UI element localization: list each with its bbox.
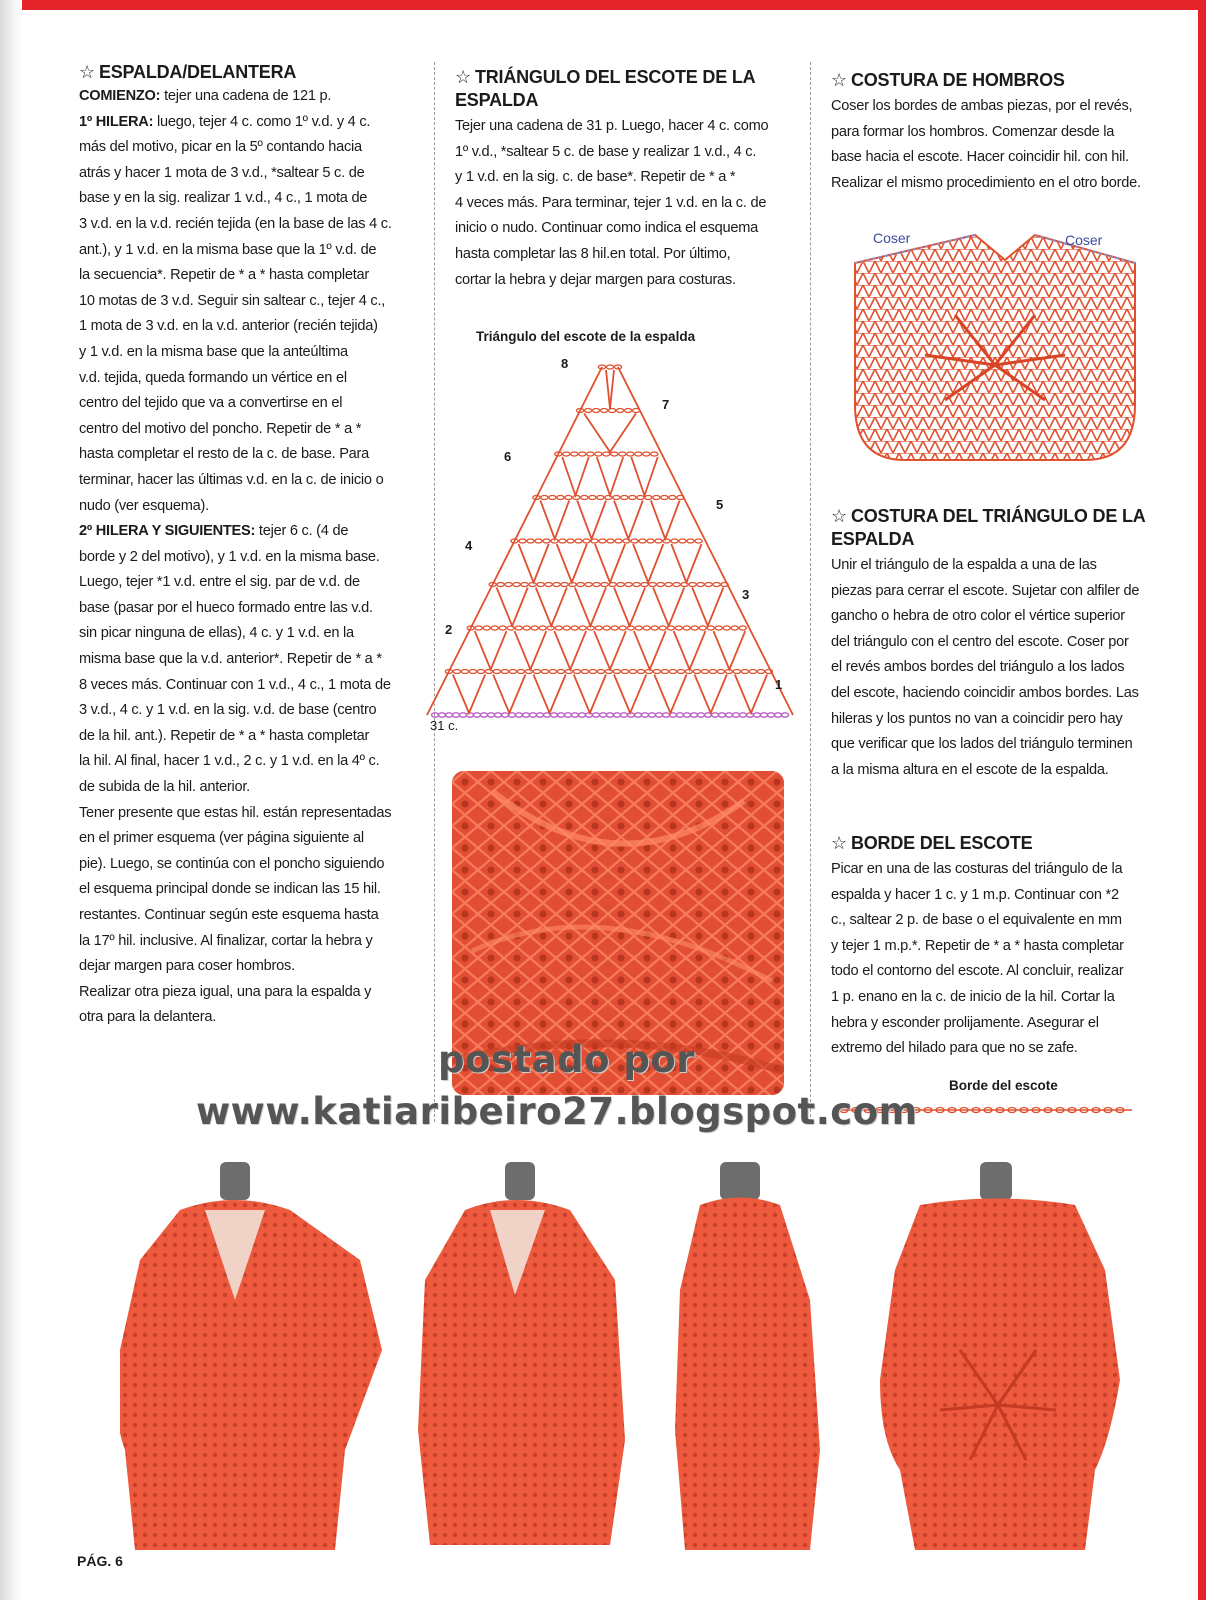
costura-hombros-body (831, 94, 1171, 196)
row-label-6: 6 (504, 449, 512, 464)
step-label: COMIENZO: (79, 88, 161, 104)
poncho-photos (120, 1150, 1160, 1570)
row-label-1: 1 (775, 677, 783, 692)
star-icon: ☆ (455, 67, 471, 87)
step-text: tejer una cadena de 121 p. (160, 88, 332, 104)
section-title-costura-triangulo-line2: ESPALDA (831, 529, 915, 549)
body-line (79, 724, 424, 750)
page-number: PÁG. 6 (77, 1553, 123, 1569)
body-line (79, 673, 424, 699)
step-text: pie). Luego, se continúa con el poncho siguiendo (79, 855, 385, 872)
step-text: 8 veces más. Continuar con 1 v.d., 4 c., 1 mota de (79, 676, 391, 693)
step-label: 2º HILERA Y SIGUIENTES: (79, 523, 256, 540)
step-text: nudo (ver esquema). (79, 497, 209, 514)
body-line: para formar los hombros. Comenzar desde la (831, 123, 1115, 140)
body-line: 4 veces más. Para terminar, tejer 1 v.d. en la c. de (455, 194, 767, 211)
body-line: cortar la hebra y dejar margen para costuras. (455, 271, 736, 288)
step-text: luego, tejer 4 c. como 1º v.d. y 4 c. (153, 113, 371, 130)
borde-escote-section (831, 832, 1171, 1062)
step-text: hasta completar el resto de la c. de base. Para (79, 446, 370, 463)
row-label-7: 7 (662, 397, 670, 412)
shoulder-seam-diagram (845, 225, 1145, 470)
step-text: el esquema principal donde se indican las 15 hil. (79, 881, 381, 898)
body-line (79, 417, 424, 443)
body-line (79, 519, 424, 545)
star-icon: ☆ (831, 833, 847, 853)
section-title-borde-escote: ☆ BORDE DEL ESCOTE (831, 833, 1033, 853)
section-title-costura-hombros: ☆ COSTURA DE HOMBROS (831, 70, 1065, 90)
body-line: Tejer una cadena de 31 p. Luego, hacer 4 c. como (455, 118, 769, 134)
body-line: piezas para cerrar el escote. Sujetar con alfiler de (831, 582, 1140, 599)
body-line: inicio o nudo. Continuar como indica el esquema (455, 220, 759, 237)
section-title-triangulo-line2: ESPALDA (455, 90, 539, 110)
body-line (79, 161, 424, 187)
body-line (79, 1005, 424, 1031)
step-text: terminar, hacer las últimas v.d. en la c. de inicio o (79, 471, 384, 488)
body-line (79, 340, 424, 366)
poncho-three-quarter-photo (418, 1162, 625, 1545)
body-line (79, 494, 424, 520)
step-text: 10 motas de 3 v.d. Seguir sin saltear c., tejer 4 c., (79, 292, 386, 309)
body-line: base hacia el escote. Hacer coincidir hil. con hil. (831, 149, 1129, 166)
body-line (79, 468, 424, 494)
body-line: el revés ambos bordes del triángulo a los lados (831, 659, 1125, 676)
step-text: base (pasar por el hueco formado entre las v.d. (79, 599, 373, 616)
body-line (79, 698, 424, 724)
step-text: más del motivo, picar en la 5º contando hacia (79, 139, 362, 156)
body-line (79, 929, 424, 955)
row-label-5: 5 (716, 497, 724, 512)
section-title-triangulo: ☆ TRIÁNGULO DEL ESCOTE DE LA (455, 67, 756, 87)
body-line (79, 801, 424, 827)
step-text: de subida de la hil. anterior. (79, 779, 250, 796)
step-text: centro del motivo del poncho. Repetir de * a * (79, 420, 362, 437)
poncho-back-photo (880, 1162, 1120, 1550)
section-title-costura-triangulo: ☆ COSTURA DEL TRIÁNGULO DE LA (831, 506, 1146, 526)
row-label-3: 3 (742, 587, 750, 602)
body-line: del escote, haciendo coincidir ambos bordes. Las (831, 684, 1139, 701)
body-line: espalda y hacer 1 c. y 1 m.p. Continuar con *2 (831, 886, 1119, 903)
body-line: hebra y esconder prolijamente. Asegurar el (831, 1014, 1099, 1031)
body-line: Picar en una de las costuras del triángulo de la (831, 861, 1123, 877)
body-line (79, 826, 424, 852)
step-text: la 17º hil. inclusive. Al finalizar, cortar la hebra y (79, 932, 373, 949)
body-line (79, 647, 424, 673)
body-line (79, 135, 424, 161)
body-line (79, 110, 424, 136)
body-line: Unir el triángulo de la espalda a una de las (831, 557, 1097, 573)
body-line (79, 84, 424, 110)
body-line: y 1 v.d. en la sig. c. de base*. Repetir de * a * (455, 169, 736, 186)
body-line (79, 391, 424, 417)
body-line (79, 186, 424, 212)
star-icon: ☆ (79, 62, 95, 82)
column-divider-2 (810, 62, 811, 1122)
star-icon: ☆ (831, 70, 847, 90)
body-line: Coser los bordes de ambas piezas, por el revés, (831, 98, 1133, 114)
body-line (79, 238, 424, 264)
body-line (79, 852, 424, 878)
step-text: la secuencia*. Repetir de * a * hasta completar (79, 267, 370, 284)
step-text: la hil. Al final, hacer 1 v.d., 2 c. y 1 v.d. en la 4º c. (79, 753, 380, 770)
step-text: atrás y hacer 1 mota de 3 v.d., *saltear 5 c. de (79, 164, 365, 181)
body-line (79, 263, 424, 289)
row-label-2: 2 (445, 622, 453, 637)
step-text: 1 mota de 3 v.d. en la v.d. anterior (recién tejida) (79, 318, 378, 335)
body-line (79, 980, 424, 1006)
espalda-delantera-section (79, 61, 424, 1031)
espalda-delantera-body (79, 84, 424, 1031)
body-line (79, 775, 424, 801)
body-line (79, 366, 424, 392)
edge-diagram-caption: Borde del escote (949, 1078, 1058, 1093)
row-label-8: 8 (561, 356, 569, 371)
poncho-front-photo (120, 1162, 382, 1550)
costura-hombros-section (831, 69, 1171, 196)
step-text: en el primer esquema (ver página siguiente al (79, 830, 364, 847)
body-line: hasta completar las 8 hil.en total. Por último, (455, 245, 731, 262)
step-text: v.d. tejida, queda formando un vértice en el (79, 369, 347, 386)
body-line (79, 954, 424, 980)
borde-escote-body (831, 857, 1171, 1062)
costura-triangulo-section (831, 505, 1171, 783)
triangulo-body (455, 114, 800, 293)
step-text: base y en la sig. realizar 1 v.d., 4 c., 1 mota de (79, 190, 368, 207)
triangulo-escote-section (455, 66, 800, 293)
body-line: y tejer 1 m.p.*. Repetir de * a * hasta completar (831, 937, 1124, 954)
watermark-blog-url: www.katiaribeiro27.blogspot.com (196, 1090, 918, 1133)
costura-triangulo-body (831, 553, 1171, 783)
body-line (79, 596, 424, 622)
body-line (79, 212, 424, 238)
step-text: de la hil. ant.). Repetir de * a * hasta completar (79, 727, 370, 744)
body-line: gancho o hebra de otro color el vértice superior (831, 608, 1125, 625)
top-red-bar (0, 0, 1206, 10)
poncho-side-photo (675, 1162, 820, 1550)
step-text: Tener presente que estas hil. están representadas (79, 804, 392, 821)
step-text: tejer 6 c. (4 de (255, 523, 349, 540)
body-line (79, 877, 424, 903)
right-red-edge (1198, 10, 1206, 1600)
body-line: hileras y los puntos no van a coincidir pero hay (831, 710, 1123, 727)
triangle-diagram-caption: Triángulo del escote de la espalda (476, 329, 696, 344)
star-icon: ☆ (831, 506, 847, 526)
body-line (79, 314, 424, 340)
coser-label-left: Coser (873, 230, 911, 246)
body-line (79, 903, 424, 929)
step-text: sin picar ninguna de ellas), 4 c. y 1 v.d. en la (79, 625, 354, 642)
step-text: misma base que la v.d. anterior*. Repetir de * a * (79, 651, 382, 668)
step-text: borde y 2 del motivo), y 1 v.d. en la misma base. (79, 548, 380, 565)
section-title-espalda-delantera: ☆ ESPALDA/DELANTERA (79, 62, 297, 82)
body-line (79, 545, 424, 571)
body-line (79, 621, 424, 647)
body-line: que verificar que los lados del triángulo terminen (831, 736, 1133, 753)
step-label: 1º HILERA: (79, 113, 154, 130)
step-text: centro del tejido que va a convertirse en el (79, 395, 343, 412)
body-line: del triángulo con el centro del escote. Coser por (831, 633, 1129, 650)
triangle-stitch-diagram (420, 345, 800, 745)
step-text: dejar margen para coser hombros. (79, 958, 295, 975)
row-label-4: 4 (465, 538, 473, 553)
step-text: Luego, tejer *1 v.d. entre el sig. par de v.d. de (79, 574, 360, 591)
body-line (79, 289, 424, 315)
step-text: otra para la delantera. (79, 1009, 217, 1026)
base-chain-label: 31 c. (430, 718, 459, 733)
body-line: a la misma altura en el escote de la espalda. (831, 761, 1109, 778)
coser-label-right: Coser (1065, 232, 1103, 248)
step-text: ant.), y 1 v.d. en la misma base que la 1º v.d. de (79, 241, 377, 258)
step-text: Realizar otra pieza igual, una para la espalda y (79, 983, 372, 1000)
body-line (79, 570, 424, 596)
body-line: 1 p. enano en la c. de inicio de la hil. Cortar la (831, 988, 1115, 1005)
step-text: 3 v.d. en la v.d. recién tejida (en la base de las 4 c. (79, 215, 392, 232)
body-line: extremo del hilado para que no se zafe. (831, 1040, 1078, 1057)
body-line (79, 442, 424, 468)
step-text: 3 v.d., 4 c. y 1 v.d. en la sig. v.d. de base (centro (79, 702, 377, 719)
step-text: y 1 v.d. en la misma base que la anteúltima (79, 343, 348, 360)
body-line: Realizar el mismo procedimiento en el otro borde. (831, 174, 1141, 191)
body-line: todo el contorno del escote. Al concluir, realizar (831, 963, 1124, 980)
watermark-postado-por: postado por (438, 1038, 696, 1081)
body-line: c., saltear 2 p. de base o el equivalente en mm (831, 912, 1122, 929)
step-text: restantes. Continuar según este esquema hasta (79, 907, 379, 923)
body-line: 1º v.d., *saltear 5 c. de base y realizar 1 v.d., 4 c. (455, 143, 757, 160)
page-gutter (0, 0, 22, 1600)
body-line (79, 749, 424, 775)
